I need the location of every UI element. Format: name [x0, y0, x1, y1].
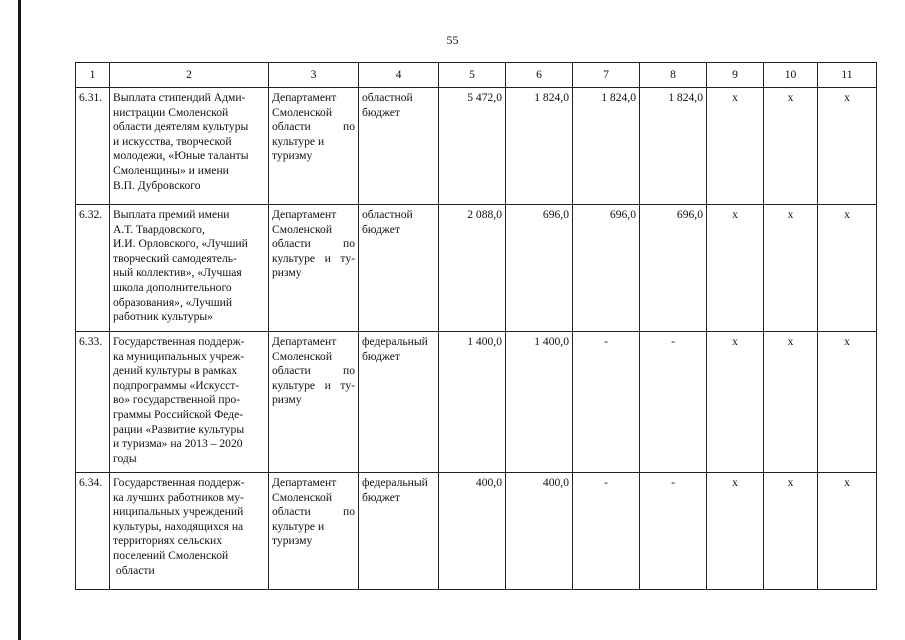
measure-name-line: молодежи, «Юные таланты [113, 149, 249, 163]
measure-name-line: рации «Развитие культуры [113, 422, 245, 436]
col-header: 7 [573, 63, 640, 88]
page-number: 55 [446, 33, 459, 47]
measure-name-line: ный коллектив», «Лучшая [113, 266, 242, 280]
department-word: Смоленской [272, 105, 333, 119]
department-line [272, 520, 355, 535]
department-line [272, 350, 355, 365]
table-row [76, 88, 877, 205]
amount-cell: - [640, 473, 707, 590]
measure-name-line: поселений Смоленской [113, 548, 229, 562]
department-word: туризму [272, 534, 313, 548]
measure-name-line: школа дополнительного [113, 280, 232, 294]
department-word: по [342, 120, 355, 134]
amount-cell: 1 400,0 [506, 332, 573, 473]
measure-name-line: А.Т. Твардовского, [113, 222, 205, 236]
col-header: 4 [359, 63, 439, 88]
measure-name-line: во» государственной про- [113, 393, 241, 407]
col-header: 3 [269, 63, 359, 88]
program-table [75, 62, 877, 590]
measure-name-line: области [113, 563, 155, 577]
department-word: Смоленской [272, 222, 333, 236]
measure-name-line: нистрации Смоленской [113, 105, 229, 119]
table-row [76, 473, 877, 590]
department-line [272, 266, 355, 281]
row-number: 6.32. [76, 205, 110, 332]
department-word: ту- [340, 378, 355, 392]
funding-source-line: федеральный [362, 476, 428, 489]
measure-name-line: и искусства, творческой [113, 134, 232, 148]
measure-name-line: дений культуры в рамках [113, 364, 238, 378]
department-line [272, 135, 355, 150]
department-line [272, 505, 355, 520]
measure-name-line: И.И. Орловского, «Лучший [113, 237, 248, 251]
measure-name-line: Смоленщины» и имени [113, 163, 229, 177]
mark-cell: x [764, 205, 818, 332]
mark-cell: x [818, 88, 877, 205]
funding-source-line: федеральный [362, 335, 428, 348]
responsible-department [269, 332, 359, 473]
department-word: Смоленской [272, 349, 333, 363]
funding-source [359, 332, 439, 473]
mark-cell: x [818, 205, 877, 332]
amount-cell: 1 824,0 [506, 88, 573, 205]
department-line [272, 106, 355, 121]
measure-name-line: ниципальных учреждений [113, 505, 244, 519]
mark-cell: x [764, 473, 818, 590]
measure-name-line: образования», «Лучший [113, 295, 233, 309]
mark-cell: x [707, 205, 764, 332]
department-line [272, 335, 355, 350]
department-word: ту- [340, 251, 355, 265]
amount-cell: 696,0 [573, 205, 640, 332]
department-word: области [272, 505, 311, 519]
row-number: 6.31. [76, 88, 110, 205]
measure-name-line: годы [113, 451, 137, 465]
mark-cell: x [764, 332, 818, 473]
measure-name [110, 88, 269, 205]
department-word: области [272, 120, 311, 134]
scan-edge-bar [18, 0, 21, 640]
measure-name-line: Выплата премий имени [113, 208, 230, 221]
measure-name-line: области деятелям культуры [113, 120, 249, 134]
amount-cell: 1 824,0 [573, 88, 640, 205]
amount-cell: 2 088,0 [439, 205, 506, 332]
department-line [272, 91, 355, 106]
department-line [272, 208, 355, 223]
department-word: ризму [272, 266, 302, 280]
measure-name-line: культуры, находящихся на [113, 519, 244, 533]
measure-name-line: работник культуры» [113, 310, 213, 324]
amount-cell: 696,0 [506, 205, 573, 332]
mark-cell: x [707, 332, 764, 473]
measure-name-line: Государственная поддерж- [113, 335, 245, 348]
department-word: культуре и [272, 519, 325, 533]
measure-name-line: Выплата стипендий Адми- [113, 91, 246, 104]
table-row [76, 205, 877, 332]
mark-cell: x [707, 88, 764, 205]
funding-source [359, 88, 439, 205]
measure-name [110, 205, 269, 332]
department-word: по [342, 237, 355, 251]
amount-cell: 400,0 [439, 473, 506, 590]
department-line [272, 491, 355, 506]
amount-cell: - [573, 332, 640, 473]
amount-cell: 696,0 [640, 205, 707, 332]
department-word: области [272, 237, 311, 251]
header-row [76, 63, 877, 88]
department-word: Департамент [272, 91, 337, 104]
department-word: Департамент [272, 335, 337, 348]
amount-cell: 5 472,0 [439, 88, 506, 205]
department-word: туризму [272, 149, 313, 163]
department-line [272, 393, 355, 408]
department-word: культуре [272, 251, 316, 265]
col-header: 8 [640, 63, 707, 88]
col-header: 6 [506, 63, 573, 88]
department-word: Департамент [272, 208, 337, 221]
department-word: по [342, 505, 355, 519]
row-number: 6.33. [76, 332, 110, 473]
funding-source-line: бюджет [362, 222, 400, 236]
department-word: области [272, 364, 311, 378]
funding-source-line: бюджет [362, 105, 400, 119]
department-line [272, 379, 355, 394]
col-header: 10 [764, 63, 818, 88]
funding-source-line: бюджет [362, 490, 400, 504]
measure-name-line: подпрограммы «Искусст- [113, 378, 240, 392]
department-line [272, 120, 355, 135]
department-line [272, 476, 355, 491]
funding-source [359, 473, 439, 590]
mark-cell: x [707, 473, 764, 590]
department-line [272, 534, 355, 549]
measure-name-line: В.П. Дубровского [113, 178, 201, 192]
amount-cell: 1 824,0 [640, 88, 707, 205]
measure-name-line: Государственная поддерж- [113, 476, 245, 489]
department-line [272, 252, 355, 267]
responsible-department [269, 205, 359, 332]
department-word: и [324, 378, 331, 392]
measure-name-line: граммы Российской Феде- [113, 407, 244, 421]
table-row [76, 332, 877, 473]
measure-name-line: ка муниципальных учреж- [113, 349, 245, 363]
department-word: и [324, 251, 331, 265]
funding-source-line: областной [362, 208, 413, 221]
funding-source-line: областной [362, 91, 413, 104]
measure-name-line: и туризма» на 2013 – 2020 [113, 437, 243, 451]
department-word: по [342, 364, 355, 378]
row-number: 6.34. [76, 473, 110, 590]
responsible-department [269, 473, 359, 590]
col-header: 11 [818, 63, 877, 88]
department-word: Департамент [272, 476, 337, 489]
funding-source-line: бюджет [362, 349, 400, 363]
department-line [272, 149, 355, 164]
responsible-department [269, 88, 359, 205]
measure-name-line: территориях сельских [113, 534, 223, 548]
department-word: культуре и [272, 134, 325, 148]
department-word: культуре [272, 378, 316, 392]
department-word: ризму [272, 393, 302, 407]
mark-cell: x [818, 332, 877, 473]
department-line [272, 237, 355, 252]
mark-cell: x [764, 88, 818, 205]
mark-cell: x [818, 473, 877, 590]
amount-cell: - [640, 332, 707, 473]
measure-name [110, 473, 269, 590]
measure-name-line: ка лучших работников му- [113, 490, 244, 504]
col-header: 5 [439, 63, 506, 88]
department-word: Смоленской [272, 490, 333, 504]
department-line [272, 223, 355, 238]
col-header: 2 [110, 63, 269, 88]
amount-cell: 400,0 [506, 473, 573, 590]
amount-cell: - [573, 473, 640, 590]
funding-source [359, 205, 439, 332]
amount-cell: 1 400,0 [439, 332, 506, 473]
col-header: 1 [76, 63, 110, 88]
department-line [272, 364, 355, 379]
measure-name [110, 332, 269, 473]
measure-name-line: творческий самодеятель- [113, 251, 237, 265]
col-header: 9 [707, 63, 764, 88]
